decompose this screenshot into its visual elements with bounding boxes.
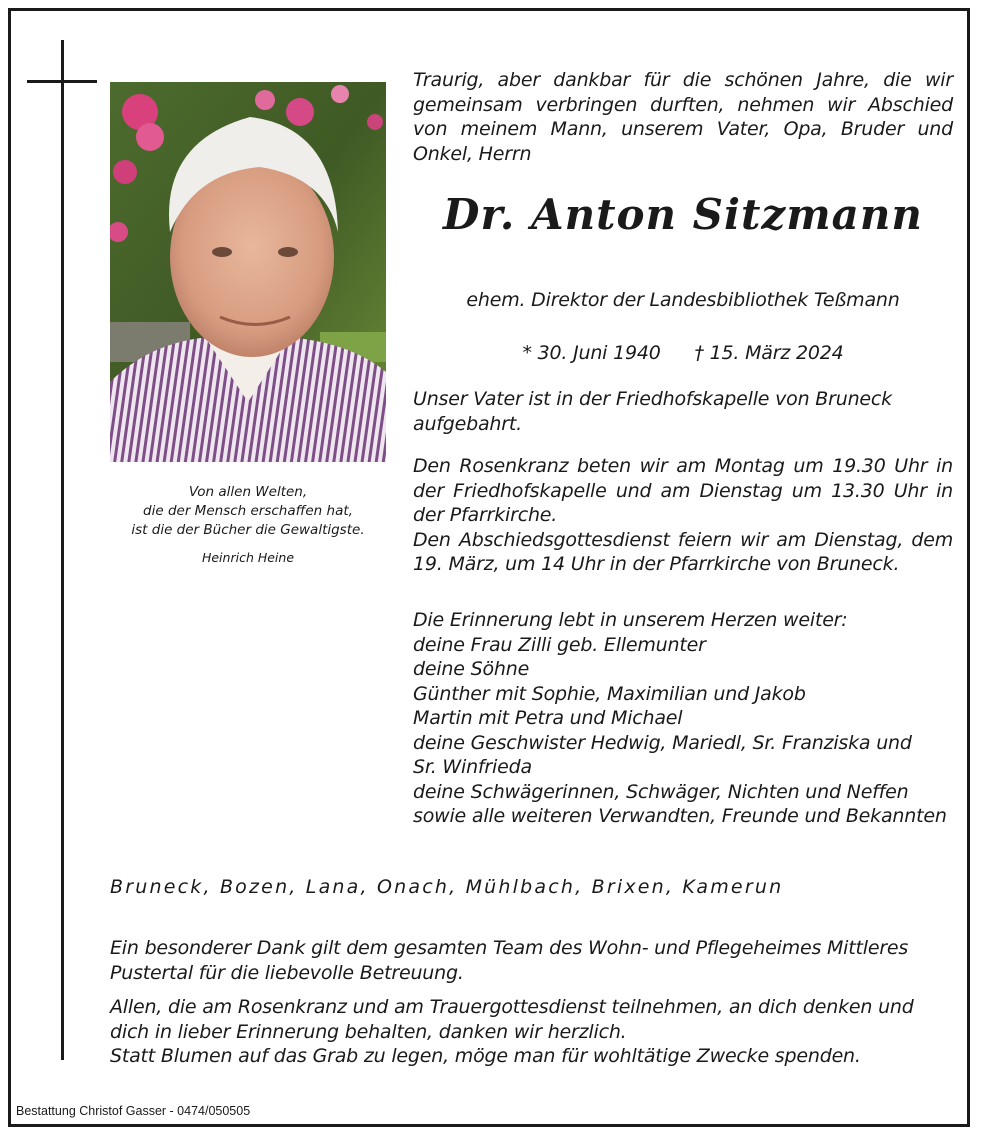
family-line: Sr. Winfrieda <box>413 756 532 778</box>
quote-line: Von allen Welten, <box>188 484 308 500</box>
family-line: Martin mit Petra und Michael <box>413 707 683 729</box>
family-line: deine Geschwister Hedwig, Mariedl, Sr. Franziska und <box>413 731 912 754</box>
cross-icon <box>61 40 64 1060</box>
thanks-all <box>110 995 950 1069</box>
family-line: deine Söhne <box>413 658 530 680</box>
intro-text: Traurig, aber dankbar für die schönen Jahre, die wir gemeinsam verbringen durften, nehmen wir Abschied von meinem Mann, unserem Vater, Opa, Bruder und Onkel, Herrn <box>413 69 953 165</box>
funeral-text: Den Abschiedsgottesdienst feiern wir am Dienstag, dem 19. März, um 14 Uhr in der Pfarrkirche von Bruneck. <box>413 528 953 575</box>
funeral-home-footer: Bestattung Christof Gasser - 0474/050505 <box>16 1104 251 1118</box>
deceased-title: ehem. Direktor der Landesbibliothek Teßmann <box>466 289 900 311</box>
quote-line: die der Mensch erschaffen hat, <box>143 503 353 519</box>
service-info <box>413 454 953 577</box>
family-line: sowie alle weiteren Verwandten, Freunde und Bekannten <box>413 805 947 827</box>
family-line: deine Frau Zilli geb. Ellemunter <box>413 633 706 656</box>
portrait-photo <box>110 82 386 462</box>
death-date: † 15. März 2024 <box>694 342 844 364</box>
life-dates <box>413 341 953 366</box>
flowers-text: Statt Blumen auf das Grab zu legen, möge man für wohltätige Zwecke spenden. <box>110 1045 861 1067</box>
family-line: deine Schwägerinnen, Schwäger, Nichten und Neffen <box>413 780 909 803</box>
cross-icon-bar <box>27 80 97 83</box>
thanks-all-text: Allen, die am Rosenkranz und am Trauergottesdienst teilnehmen, an dich denken und dich in lieber Erinnerung behalten, danken wir herzlich. <box>110 996 914 1043</box>
rosary-text: Den Rosenkranz beten wir am Montag um 19.30 Uhr in der Friedhofskapelle und am Dienstag um 13.30 Uhr in der Pfarrkirche. <box>413 455 953 526</box>
quote-block <box>110 483 386 567</box>
laid-out-text: Unser Vater ist in der Friedhofskapelle von Bruneck aufgebahrt. <box>413 388 892 435</box>
deceased-name: Dr. Anton Sitzmann <box>443 190 923 239</box>
quote-author: Heinrich Heine <box>201 550 295 565</box>
quote-line: ist die der Bücher die Gewaltigste. <box>131 522 365 538</box>
family-intro: Die Erinnerung lebt in unserem Herzen weiter: <box>413 609 848 631</box>
family-list <box>413 608 953 829</box>
family-line: Günther mit Sophie, Maximilian und Jakob <box>413 682 806 705</box>
birth-date: * 30. Juni 1940 <box>522 342 661 364</box>
places-line: Bruneck, Bozen, Lana, Onach, Mühlbach, Brixen, Kamerun <box>110 876 784 898</box>
thanks-team: Ein besonderer Dank gilt dem gesamten Team des Wohn- und Pflegeheimes Mittleres Pustertal für die liebevolle Betreuung. <box>110 937 909 984</box>
